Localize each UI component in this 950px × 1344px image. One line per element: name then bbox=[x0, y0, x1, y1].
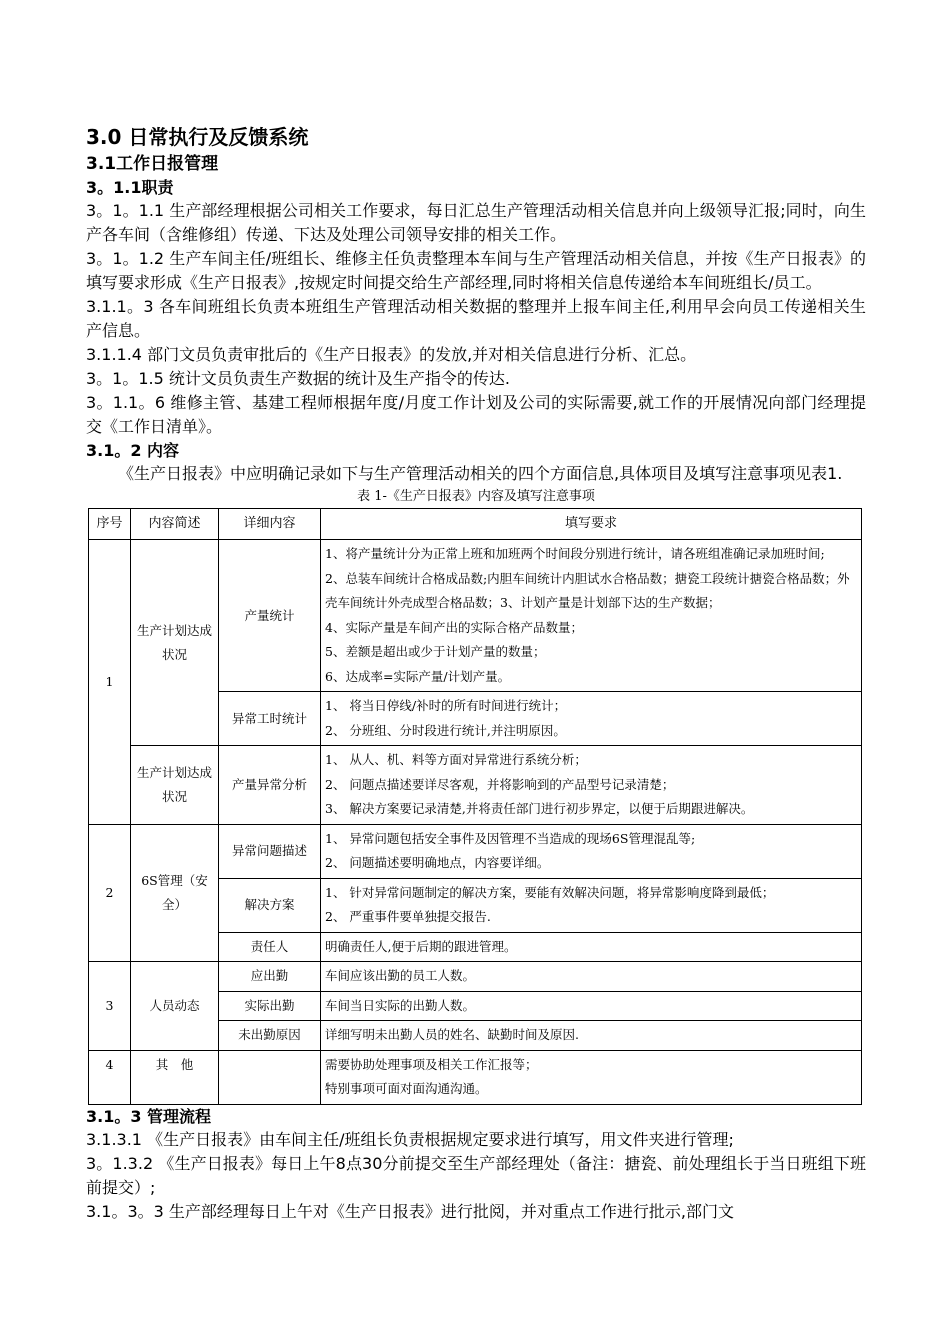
paragraph: 3.1.1。3 各车间班组长负责本班组生产管理活动相关数据的整理并上报车间主任,利用早会向员工传递相关生产信息。 bbox=[86, 297, 866, 340]
table-row bbox=[89, 1050, 862, 1104]
paragraph: 3.1.1.4 部门文员负责审批后的《生产日报表》的发放,并对相关信息进行分析、汇总。 bbox=[86, 345, 697, 364]
requirement-cell: 详细写明未出勤人员的姓名、缺勤时间及原因. bbox=[321, 1021, 862, 1051]
requirement-line: 3、 解决方案要记录清楚,并将责任部门进行初步界定，以便于后期跟进解决。 bbox=[325, 801, 754, 816]
detail-item bbox=[219, 1050, 321, 1104]
requirement-cell: 明确责任人,便于后期的跟进管理。 bbox=[321, 932, 862, 962]
paragraph: 3。1。1.1 生产部经理根据公司相关工作要求，每日汇总生产管理活动相关信息并向上级领导汇报;同时，向生产各车间（含维修组）传递、下达及处理公司领导安排的相关工作。 bbox=[86, 201, 866, 244]
detail-item: 异常工时统计 bbox=[219, 692, 321, 746]
table-row bbox=[89, 746, 862, 825]
detail-item: 异常问题描述 bbox=[219, 824, 321, 878]
requirement-line: 2、 问题点描述要详尽客观，并将影响到的产品型号记录清楚； bbox=[325, 776, 675, 792]
row-number: 3 bbox=[89, 962, 131, 1051]
detail-item: 产量异常分析 bbox=[219, 746, 321, 825]
requirement-line: 1、将产量统计分为正常上班和加班两个时间段分别进行统计，请各班组准确记录加班时间; bbox=[325, 546, 825, 561]
content-heading: 3.1。2 内容 bbox=[86, 441, 180, 460]
paragraph: 《生产日报表》中应明确记录如下与生产管理活动相关的四个方面信息,具体项目及填写注意事项见表1. bbox=[118, 464, 843, 483]
paragraph: 3。1。1.2 生产车间主任/班组长、维修主任负责整理本车间与生产管理活动相关信息，并按《生产日报表》的填写要求形成《生产日报表》,按规定时间提交给生产部经理,同时将相关信息传递给本车间班组长/员工。 bbox=[86, 249, 866, 292]
requirement-cell bbox=[321, 540, 862, 692]
table-header-row bbox=[89, 509, 862, 540]
subsection-title: 3.1工作日报管理 bbox=[86, 154, 219, 174]
requirement-line: 1、 针对异常问题制定的解决方案，要能有效解决问题，将异常影响度降到最低； bbox=[325, 884, 775, 900]
section-title: 3.0 日常执行及反馈系统 bbox=[86, 125, 309, 149]
detail-item: 实际出勤 bbox=[219, 991, 321, 1021]
requirement-line: 1、 将当日停线/补时的所有时间进行统计； bbox=[325, 698, 567, 713]
paragraph: 3。1.1。6 维修主管、基建工程师根据年度/月度工作计划及公司的实际需要,就工作的开展情况向部门经理提交《工作日清单》。 bbox=[86, 393, 866, 436]
table-row bbox=[89, 962, 862, 992]
requirement-cell bbox=[321, 746, 862, 825]
row-number: 1 bbox=[89, 540, 131, 825]
content-summary: 人员动态 bbox=[131, 962, 219, 1051]
requirement-cell: 车间应该出勤的员工人数。 bbox=[321, 962, 862, 992]
duties-heading: 3。1.1职责 bbox=[86, 178, 174, 197]
requirement-line: 2、 问题描述要明确地点，内容要详细。 bbox=[325, 855, 550, 870]
requirement-cell bbox=[321, 824, 862, 878]
detail-item: 责任人 bbox=[219, 932, 321, 962]
requirement-line: 6、达成率=实际产量/计划产量。 bbox=[325, 668, 511, 684]
content-summary: 生产计划达成状况 bbox=[131, 746, 219, 825]
detail-item: 应出勤 bbox=[219, 962, 321, 992]
requirement-cell: 车间当日实际的出勤人数。 bbox=[321, 991, 862, 1021]
detail-item: 产量统计 bbox=[219, 540, 321, 692]
requirement-line: 特别事项可面对面沟通沟通。 bbox=[325, 1081, 488, 1096]
requirement-line: 需要协助处理事项及相关工作汇报等； bbox=[325, 1056, 538, 1072]
paragraph: 3。1。1.5 统计文员负责生产数据的统计及生产指令的传达. bbox=[86, 369, 510, 388]
document-page bbox=[86, 122, 866, 1224]
paragraph: 3.1.3.1 《生产日报表》由车间主任/班组长负责根据规定要求进行填写，用文件夹进行管理; bbox=[86, 1129, 734, 1149]
requirement-cell bbox=[321, 878, 862, 932]
requirement-line: 2、 严重事件要单独提交报告. bbox=[325, 909, 491, 924]
requirement-line: 1、 异常问题包括安全事件及因管理不当造成的现场6S管理混乱等; bbox=[325, 830, 696, 846]
paragraph: 3.1。3。3 生产部经理每日上午对《生产日报表》进行批阅，并对重点工作进行批示,部门文 bbox=[86, 1201, 734, 1221]
content-summary: 6S管理（安全） bbox=[131, 824, 219, 962]
table-row bbox=[89, 824, 862, 878]
detail-item: 未出勤原因 bbox=[219, 1021, 321, 1051]
requirement-cell bbox=[321, 692, 862, 746]
content-summary: 生产计划达成状况 bbox=[131, 540, 219, 746]
table-row bbox=[89, 540, 862, 692]
requirement-line: 5、差额是超出或少于计划产量的数量； bbox=[325, 644, 546, 659]
requirement-line: 2、 分班组、分时段进行统计,并注明原因。 bbox=[325, 722, 566, 738]
row-number: 4 bbox=[89, 1050, 131, 1104]
detail-item: 解决方案 bbox=[219, 878, 321, 932]
paragraph: 3。1.3.2 《生产日报表》每日上午8点30分前提交至生产部经理处（备注：搪瓷、前处理组长于当日班组下班前提交）; bbox=[86, 1153, 866, 1197]
row-number: 2 bbox=[89, 824, 131, 962]
requirement-line: 2、总装车间统计合格成品数;内胆车间统计内胆试水合格品数；搪瓷工段统计搪瓷合格品数；外壳车间统计外壳成型合格品数；3、计划产量是计划部下达的生产数据； bbox=[325, 570, 850, 610]
daily-report-table bbox=[88, 508, 862, 1105]
table-caption: 表 1-《生产日报表》内容及填写注意事项 bbox=[357, 489, 595, 504]
header-cell: 详细内容 bbox=[219, 509, 321, 540]
header-cell: 填写要求 bbox=[321, 509, 862, 540]
requirement-cell bbox=[321, 1050, 862, 1104]
process-heading: 3.1。3 管理流程 bbox=[86, 1106, 212, 1126]
requirement-line: 4、实际产量是车间产出的实际合格产品数量； bbox=[325, 619, 583, 635]
requirement-line: 1、 从人、机、料等方面对异常进行系统分析； bbox=[325, 752, 587, 767]
header-cell: 序号 bbox=[89, 509, 131, 540]
header-cell: 内容简述 bbox=[131, 509, 219, 540]
content-summary: 其 他 bbox=[131, 1050, 219, 1104]
